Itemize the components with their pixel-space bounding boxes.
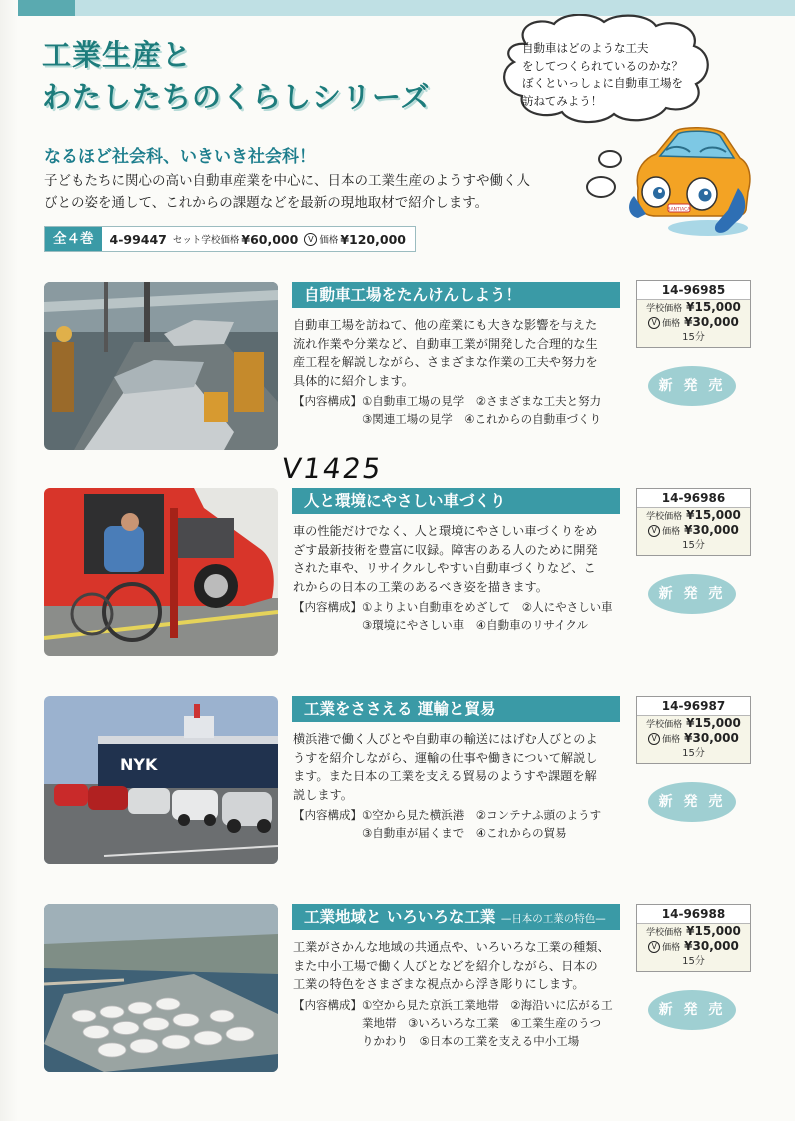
- v-price-label: 価格: [662, 319, 681, 329]
- v-mark: V: [648, 941, 660, 953]
- v-price-label: 価格: [662, 527, 681, 537]
- factory-photo: [44, 282, 278, 450]
- contents-line: 【内容構成】①自動車工場の見学 ②さまざまな工夫と努力: [293, 394, 602, 408]
- thought-cloud-text: [522, 40, 700, 110]
- school-price-row: [637, 924, 750, 939]
- v-price: ¥30,000: [684, 939, 739, 953]
- school-price-label: 学校価格: [646, 720, 683, 730]
- body-line: 横浜港で働く人びとや自動車の輸送にはげむ人びとのよ: [293, 732, 598, 746]
- contents-line: ③関連工場の見学 ④これからの自動車づくり: [293, 412, 602, 426]
- v-mark: V: [648, 525, 660, 537]
- volume-badge: 全４巻: [45, 227, 102, 251]
- v-price-row: [637, 939, 750, 954]
- v-price-row: [637, 315, 750, 330]
- school-price-row: [637, 300, 750, 315]
- section-title-1: 自動車工場をたんけんしよう！: [292, 282, 620, 308]
- body-line: 工業がさかんな地域の共通点や、いろいろな工業の種類、: [293, 940, 610, 954]
- title-line-1: 工業生産と: [42, 38, 193, 72]
- new-release-badge: 新 発 売: [648, 782, 736, 822]
- body-line: された車や、リサイクルしやすい自動車づくりなど、こ: [293, 561, 596, 575]
- price-box-2: [636, 488, 751, 556]
- duration: 15分: [682, 332, 705, 343]
- school-price-row: [637, 716, 750, 731]
- port-photo: [44, 696, 278, 864]
- body-line: 工業の特色をさまざまな視点から浮き彫りにします。: [293, 977, 585, 991]
- section-body-2: [293, 522, 623, 596]
- body-line: 自動車工場を訪ねて、他の産業にも大きな影響を与えた: [293, 318, 598, 332]
- v-price: ¥30,000: [684, 523, 739, 537]
- title-line-2: わたしたちのくらしシリーズ: [42, 80, 431, 114]
- thought-line: 訪ねてみよう！: [522, 93, 603, 108]
- new-release-badge: 新 発 売: [648, 990, 736, 1030]
- car-mascot-illustration: [616, 118, 760, 238]
- section-title-3: 工業をささえる 運輸と貿易: [292, 696, 620, 722]
- new-release-badge: 新 発 売: [648, 366, 736, 406]
- v-mark: V: [304, 233, 317, 246]
- school-price: ¥15,000: [686, 716, 741, 730]
- school-price-label: 学校価格: [646, 512, 683, 522]
- duration: 15分: [682, 956, 705, 967]
- set-school-label: セット学校価格: [172, 235, 240, 246]
- set-v-label: 価格: [319, 235, 339, 246]
- body-line: ざす最新技術を豊富に収録。障害のある人のために開発: [293, 542, 598, 557]
- body-line: 流れ作業や分業など、自動車工業が開発した合理的な生: [293, 336, 598, 351]
- price-box-3: [636, 696, 751, 764]
- school-price-row: [637, 508, 750, 523]
- body-line: 説します。: [293, 787, 353, 802]
- duration: 15分: [682, 540, 705, 551]
- v-price: ¥30,000: [684, 315, 739, 329]
- set-school-price: ¥60,000: [241, 231, 299, 247]
- school-price-label: 学校価格: [646, 304, 683, 314]
- body-line: れからの日本の工業のあるべき姿を描きます。: [293, 579, 548, 594]
- school-price: ¥15,000: [686, 508, 741, 522]
- v-price: ¥30,000: [684, 731, 739, 745]
- v-price-label: 価格: [662, 943, 681, 953]
- section-title-sub: —日本の工業の特色—: [500, 913, 606, 925]
- school-price: ¥15,000: [686, 300, 741, 314]
- body-line: 産工程を解説しながら、さまざまな作業の工夫や努力を: [293, 355, 598, 369]
- product-code: 14-96985: [637, 281, 750, 300]
- page-title: [42, 34, 431, 118]
- set-info-bar: [44, 226, 416, 252]
- contents-line: りかわり ⑤日本の工業を支える中小工場: [293, 1034, 580, 1048]
- handwritten-note: V1425: [279, 452, 385, 485]
- section-body-3: [293, 730, 623, 804]
- body-line: 車の性能だけでなく、人と環境にやさしい車づくりをめ: [293, 524, 598, 538]
- section-contents-2: [293, 598, 633, 634]
- product-code: 14-96987: [637, 697, 750, 716]
- contents-line: ③自動車が届くまで ④これからの貿易: [293, 826, 567, 840]
- contents-line: 【内容構成】①空から見た横浜港 ②コンテナふ頭のようす: [293, 808, 602, 822]
- thought-line: をしてつくられているのかな？: [522, 58, 683, 73]
- section-body-4: [293, 938, 623, 994]
- school-price-label: 学校価格: [646, 928, 683, 938]
- section-body-1: [293, 316, 623, 390]
- duration: 15分: [682, 748, 705, 759]
- industrial-area-photo: [44, 904, 278, 1072]
- price-box-1: [636, 280, 751, 348]
- product-code: 14-96986: [637, 489, 750, 508]
- v-price-row: [637, 731, 750, 746]
- page-edge-shadow: [0, 0, 18, 1121]
- v-price-label: 価格: [662, 735, 681, 745]
- v-price-row: [637, 523, 750, 538]
- wheelchair-car-photo: [44, 488, 278, 656]
- car-badge-text: SANTIACA: [667, 207, 691, 213]
- ship-hull-text: NYK: [120, 755, 158, 774]
- section-title-2: 人と環境にやさしい車づくり: [292, 488, 620, 514]
- intro-line: びとの姿を通して、これからの課題などを最新の現地取材で紹介します。: [44, 195, 489, 211]
- section-title-main: 工業地域と いろいろな工業: [304, 908, 496, 926]
- thought-line: ぼくといっしょに自動車工場を: [522, 76, 683, 90]
- catch-phrase: なるほど社会科、いきいき社会科！: [44, 147, 316, 167]
- product-code: 14-96988: [637, 905, 750, 924]
- section-contents-3: [293, 806, 633, 842]
- contents-line: 【内容構成】①よりよい自動車をめざして ②人にやさしい車: [293, 600, 613, 614]
- body-line: うすを紹介しながら、運輸の仕事や働きについて解説し: [293, 750, 598, 765]
- contents-line: 業地帯 ③いろいろな工業 ④工業生産のうつ: [293, 1016, 602, 1030]
- section-contents-4: [293, 996, 633, 1050]
- set-code: 4-99447: [109, 231, 167, 247]
- body-line: ます。また日本の工業を支える貿易のようすや課題を解: [293, 769, 597, 783]
- body-line: また中小工場で働く人びとなどを紹介しながら、日本の: [293, 958, 598, 973]
- section-contents-1: [293, 392, 633, 428]
- v-mark: V: [648, 317, 660, 329]
- body-line: 具体的に紹介します。: [293, 373, 414, 388]
- price-box-4: [636, 904, 751, 972]
- intro-text: [44, 170, 574, 214]
- thought-bubble-smaller: [586, 176, 616, 198]
- thought-line: 自動車はどのような工夫: [522, 41, 649, 55]
- school-price: ¥15,000: [686, 924, 741, 938]
- intro-line: 子どもたちに関心の高い自動車産業を中心に、日本の工業生産のようすや働く人: [44, 173, 530, 189]
- new-release-badge: 新 発 売: [648, 574, 736, 614]
- contents-line: 【内容構成】①空から見た京浜工業地帯 ②海沿いに広がる工: [293, 998, 613, 1012]
- section-title-4: [292, 904, 620, 930]
- v-mark: V: [648, 733, 660, 745]
- contents-line: ③環境にやさしい車 ④自動車のリサイクル: [293, 618, 589, 632]
- set-v-price: ¥120,000: [340, 231, 406, 247]
